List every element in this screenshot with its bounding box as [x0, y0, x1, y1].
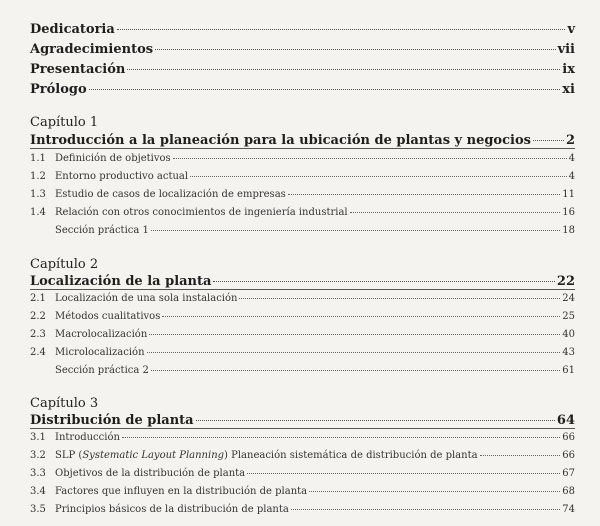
chapter-title-row[interactable] — [30, 413, 575, 428]
chapter-title: Introducción a la planeación para la ubicación de plantas y negocios — [30, 133, 531, 148]
chapter-rule — [30, 428, 575, 429]
section-title: Definición de objetivos — [55, 153, 171, 164]
section-page: 25 — [562, 311, 575, 322]
dot-leader — [239, 298, 560, 299]
section-page: 74 — [562, 504, 575, 515]
toc-section-row[interactable] — [30, 189, 575, 200]
section-page: 4 — [568, 171, 575, 182]
dot-leader — [122, 437, 560, 438]
toc-section-row[interactable] — [30, 311, 575, 322]
section-number: 3.4 — [30, 486, 46, 497]
section-number: 1.4 — [30, 207, 46, 218]
chapter-rule — [30, 148, 575, 149]
section-title: Sección práctica 1 — [55, 225, 149, 236]
section-page: 16 — [562, 207, 575, 218]
section-number: 1.1 — [30, 153, 46, 164]
dot-leader — [213, 281, 554, 282]
section-page: 66 — [562, 450, 575, 461]
chapter-label: Capítulo 2 — [30, 257, 99, 272]
toc-section-row[interactable] — [30, 329, 575, 340]
toc-section-row[interactable] — [30, 432, 575, 443]
section-number: 1.2 — [30, 171, 46, 182]
section-page: 67 — [562, 468, 575, 479]
section-page: 11 — [562, 189, 575, 200]
dot-leader — [127, 69, 560, 70]
toc-entry-page: vii — [557, 42, 575, 57]
toc-section-row[interactable] — [30, 486, 575, 497]
toc-entry-dedicatoria[interactable] — [30, 22, 575, 37]
dot-leader — [162, 316, 560, 317]
dot-leader — [173, 158, 567, 159]
section-title-italic: Systematic Layout Planning — [82, 450, 225, 461]
section-title: Localización de una sola instalación — [55, 293, 238, 304]
toc-entry-presentacion[interactable] — [30, 62, 575, 77]
section-page: 66 — [562, 432, 575, 443]
section-title: Sección práctica 2 — [55, 365, 149, 376]
chapter-page: 22 — [556, 274, 575, 289]
section-page: 68 — [562, 486, 575, 497]
section-number: 2.4 — [30, 347, 46, 358]
toc-section-row[interactable] — [30, 347, 575, 358]
chapter-title-row[interactable] — [30, 133, 575, 148]
dot-leader — [291, 509, 560, 510]
chapter-label: Capítulo 3 — [30, 396, 99, 411]
toc-entry-title: Agradecimientos — [30, 42, 154, 57]
toc-entry-title: Presentación — [30, 62, 126, 77]
dot-leader — [480, 455, 561, 456]
section-title: Estudio de casos de localización de empresas — [55, 189, 286, 200]
dot-leader — [309, 491, 560, 492]
dot-leader — [151, 370, 560, 371]
dot-leader — [190, 176, 567, 177]
chapter-rule — [30, 289, 575, 290]
section-number: 3.2 — [30, 450, 46, 461]
section-title: Objetivos de la distribución de planta — [55, 468, 246, 479]
section-title-suffix: ) Planeación sistemática de distribución de planta — [224, 450, 478, 461]
toc-section-row[interactable] — [30, 504, 575, 515]
toc-section-row[interactable] — [30, 171, 575, 182]
section-title: Factores que influyen en la distribución de planta — [55, 486, 308, 497]
toc-entry-page: ix — [562, 62, 575, 77]
toc-section-row[interactable] — [30, 207, 575, 218]
dot-leader — [155, 49, 555, 50]
section-title: Entorno productivo actual — [55, 171, 189, 182]
dot-leader — [89, 89, 561, 90]
toc-entry-title: Dedicatoria — [30, 22, 115, 37]
section-number: 3.5 — [30, 504, 46, 515]
toc-section-row[interactable] — [30, 153, 575, 164]
section-page: 24 — [562, 293, 575, 304]
dot-leader — [533, 140, 564, 141]
section-title: Relación con otros conocimientos de ingeniería industrial — [55, 207, 348, 218]
section-number: 3.3 — [30, 468, 46, 479]
section-number: 1.3 — [30, 189, 46, 200]
section-title: Métodos cualitativos — [55, 311, 161, 322]
toc-section-row[interactable] — [30, 450, 575, 461]
chapter-title: Localización de la planta — [30, 274, 212, 289]
chapter-page: 64 — [556, 413, 575, 428]
chapter-title-row[interactable] — [30, 274, 575, 289]
dot-leader — [147, 352, 561, 353]
section-page: 4 — [568, 153, 575, 164]
toc-section-row[interactable] — [30, 468, 575, 479]
toc-practice-row[interactable] — [30, 365, 575, 376]
section-page: 18 — [562, 225, 575, 236]
section-title-prefix: SLP ( — [55, 450, 83, 461]
section-title — [55, 450, 478, 461]
toc-entry-page: xi — [562, 82, 575, 97]
section-number: 2.2 — [30, 311, 46, 322]
toc-practice-row[interactable] — [30, 225, 575, 236]
toc-section-row[interactable] — [30, 293, 575, 304]
section-title: Introducción — [55, 432, 120, 443]
dot-leader — [247, 473, 560, 474]
dot-leader — [117, 29, 566, 30]
dot-leader — [149, 334, 560, 335]
chapter-page: 2 — [565, 133, 575, 148]
section-page: 61 — [562, 365, 575, 376]
section-title: Macrolocalización — [55, 329, 148, 340]
toc-entry-title: Prólogo — [30, 82, 87, 97]
section-title: Microlocalización — [55, 347, 145, 358]
toc-entry-page: v — [567, 22, 575, 37]
dot-leader — [151, 230, 560, 231]
section-title: Principios básicos de la distribución de planta — [55, 504, 289, 515]
toc-entry-prologo[interactable] — [30, 82, 575, 97]
section-page: 43 — [562, 347, 575, 358]
dot-leader — [288, 194, 560, 195]
dot-leader — [350, 212, 561, 213]
chapter-title: Distribución de planta — [30, 413, 194, 428]
section-page: 40 — [562, 329, 575, 340]
section-number: 2.3 — [30, 329, 46, 340]
dot-leader — [196, 420, 555, 421]
chapter-label: Capítulo 1 — [30, 115, 99, 130]
toc-entry-agradecimientos[interactable] — [30, 42, 575, 57]
section-number: 2.1 — [30, 293, 46, 304]
section-number: 3.1 — [30, 432, 46, 443]
